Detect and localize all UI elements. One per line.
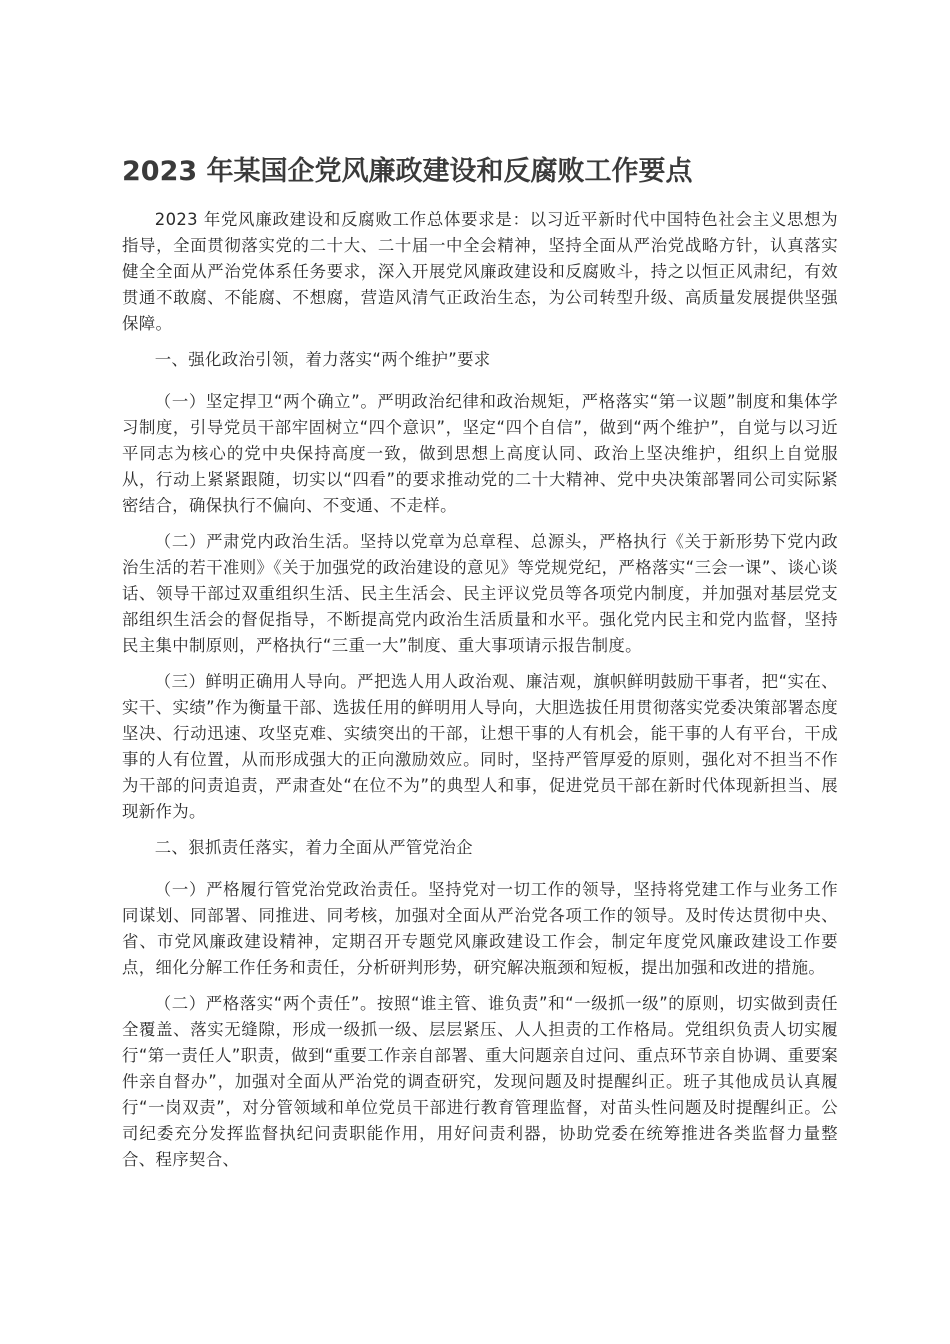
section-1-item-2: （二）严肃党内政治生活。坚持以党章为总章程、总源头，严格执行《关于新形势下党内政治生活的若干准则》《关于加强党的政治建设的意见》等党规党纪，严格落实“三会一课”、谈心谈话、领导干部过双重组织生活、民主生活会、民主评议党员等各项党内制度，并加强对基层党支部组织生活会的督促指导，不断提高党内政治生活质量和水平。强化党内民主和党内监督，坚持民主集中制原则，严格执行“三重一大”制度、重大事项请示报告制度。 <box>122 532 838 655</box>
section-2-item-2: （二）严格落实“两个责任”。按照“谁主管、谁负责”和“一级抓一级”的原则，切实做到责任全覆盖、落实无缝隙，形成一级抓一级、层层紧压、人人担责的工作格局。党组织负责人切实履行“第一责任人”职责，做到“重要工作亲自部署、重大问题亲自过问、重点环节亲自协调、重要案件亲自督办”，加强对全面从严治党的调查研究，发现问题及时提醒纠正。班子其他成员认真履行“一岗双责”，对分管领域和单位党员干部进行教育管理监督，对苗头性问题及时提醒纠正。公司纪委充分发挥监督执纪问责职能作用，用好问责利器，协助党委在统筹推进各类监督力量整合、程序契合、 <box>122 994 838 1169</box>
intro-paragraph: 2023 年党风廉政建设和反腐败工作总体要求是：以习近平新时代中国特色社会主义思想为指导，全面贯彻落实党的二十大、二十届一中全会精神，坚持全面从严治党战略方针，认真落实健全全面从严治党体系任务要求，深入开展党风廉政建设和反腐败斗，持之以恒正风肃纪，有效贯通不敢腐、不能腐、不想腐，营造风清气正政治生态，为公司转型升级、高质量发展提供坚强保障。 <box>122 210 838 333</box>
section-1-item-3: （三）鲜明正确用人导向。严把选人用人政治观、廉洁观，旗帜鲜明鼓励干事者，把“实在、实干、实绩”作为衡量干部、选拔任用的鲜明用人导向，大胆选拔任用贯彻落实党委决策部署态度坚决、行动迅速、攻坚克难、实绩突出的干部，让想干事的人有机会，能干事的人有平台，干成事的人有位置，从而形成强大的正向激励效应。同时，坚持严管厚爱的原则，强化对不担当不作为干部的问责追责，严肃查处“在位不为”的典型人和事，促进党员干部在新时代体现新担当、展现新作为。 <box>122 672 838 821</box>
section-heading-2: 二、狠抓责任落实，着力全面从严管党治企 <box>154 838 473 857</box>
section-1-item-1: （一）坚定捍卫“两个确立”。严明政治纪律和政治规矩，严格落实“第一议题”制度和集体学习制度，引导党员干部牢固树立“四个意识”，坚定“四个自信”，做到“两个维护”，自觉与以习近平同志为核心的党中央保持高度一致，做到思想上高度认同、政治上坚决维护，组织上自觉服从，行动上紧紧跟随，切实以“四看”的要求推动党的二十大精神、党中央决策部署同公司实际紧密结合，确保执行不偏向、不变通、不走样。 <box>122 392 838 515</box>
document-body <box>122 207 838 1183</box>
section-2-item-1: （一）严格履行管党治党政治责任。坚持党对一切工作的领导，坚持将党建工作与业务工作同谋划、同部署、同推进、同考核，加强对全面从严治党各项工作的领导。及时传达贯彻中央、省、市党风廉政建设精神，定期召开专题党风廉政建设工作会，制定年度党风廉政建设工作要点，细化分解工作任务和责任，分析研判形势，研究解决瓶颈和短板，提出加强和改进的措施。 <box>122 880 838 977</box>
document-title: 2023 年某国企党风廉政建设和反腐败工作要点 <box>122 156 693 187</box>
section-heading-1: 一、强化政治引领，着力落实“两个维护”要求 <box>154 350 491 369</box>
